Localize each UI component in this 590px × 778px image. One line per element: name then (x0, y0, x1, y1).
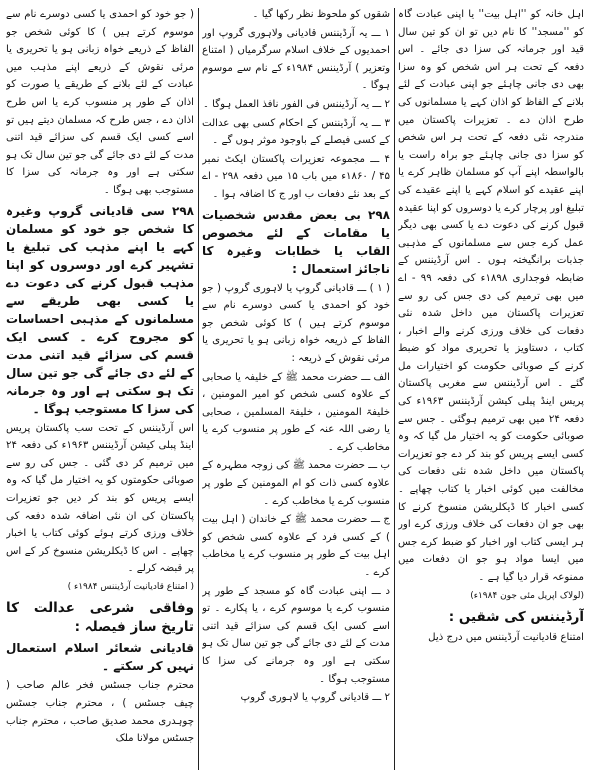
paragraph: ۲۹۸ سی قادیانی گروپ وغیرہ کا شخص جو خود کو مسلمان کہے یا اپنے مذہب کی تبلیغ یا تشہیر کرے اور دوسروں کو اپنا مذہب قبول کرنے کی دعوت دے یا کسی بھی طریقے سے مسلمانوں کے مذہبی احساسات کو مجروح کرے ۔ کسی ایک قسم کی سزائے قید اتنی مدت کے لئے دی جائے گی جو تین سال تک ہو سکتی ہے اور وہ جرمانہ کی سزا کا مستوجب ہوگا ۔ (6, 203, 194, 416)
paragraph: ۲ ـــ قادیانی گروپ یا لاہوری گروپ (240, 692, 390, 704)
paragraph: شقوں کو ملحوظ نظر رکھا گیا ۔ (252, 9, 390, 20)
paragraph: ب ـــ حضرت محمد ﷺ کی زوجہ مطہرہ کے علاوہ کسی ذات کو ام المومنین کے طور پر منسوب کرے یا مخاطب کرے ۔ (202, 460, 390, 507)
section-heading: ۲۹۸ بی بعض مقدس شخصیات یا مقامات کے لئے مخصوص القاب یا خطابات وغیرہ کا ناجائز استعمال : (202, 207, 390, 276)
column-middle (202, 6, 390, 772)
paragraph: د ـــ اپنی عبادت گاہ کو مسجد کے طور پر منسوب کرے یا موسوم کرے ، یا پکارے ۔ تو اسے کسی ایک قسم کی سزائے قید اتنی مدت کے لئے دی جائے گی جو تین سال تک ہو سکتی ہے اور وہ جرمانے کی سزا کا مستوجب ہوگا ۔ (202, 585, 390, 685)
paragraph: امتناع قادیانیت آرڈیننس میں درج ذیل (428, 632, 584, 644)
paragraph: اس آرڈیننس کے تحت سب پاکستان پریس اینڈ پبلی کیشن آرڈیننس ۱۹۶۳ء کی دفعہ ۲۴ میں ترمیم کر دی گئی ۔ جس کی رو سے صوبائی حکومتوں کو یہ اختیار مل گیا کہ وہ ایسے پریس کو بند کر دیں جو تعزیرات پاکستان کی ان نئی اضافہ شدہ دفعہ کی خلاف ورزی کرتے ہوئے کوئی کتاب یا اخبار چھاپے ۔ اس کا ڈیکلریشن منسوخ کر کے اس پر قبضہ کرلے ۔ (6, 422, 194, 575)
column-left (6, 6, 194, 772)
paragraph: ۳ ـــ یہ آرڈیننس کے احکام کسی بھی عدالت کے کسی فیصلے کے باوجود موثر ہوں گے ۔ (202, 117, 390, 147)
subheading: قادیانی شعائر اسلام استعمال نہیں کر سکتے ۔ (6, 641, 194, 674)
paragraph: ( ۱ ) ـــ قادیانی گروپ یا لاہوری گروپ ( جو خود کو احمدی یا کسی دوسرے نام سے موسوم کرتے ہیں ) کا کوئی شخص جو الفاظ کے ذریعہ خواہ زبانی ہو یا تحریری یا مرئی نقوش کے ذریعہ : (202, 282, 390, 364)
paragraph: ج ـــ حضرت محمد ﷺ کے خاندان ( اہل بیت ) کے کسی فرد کے علاوہ کسی شخص کو اہل بیت کے طور پر منسوب کرے یا مخاطب کرے ۔ (202, 514, 390, 579)
section-heading: وفاقی شرعی عدالت کا تاریخ ساز فیصلہ : (6, 600, 194, 636)
paragraph: ۴ ـــ مجموعہ تعزیرات پاکستان ایکٹ نمبر ۴۵ / ۱۸۶۰ء میں باب ۱۵ میں دفعہ ۲۹۸ - اے کے بعد نئے دفعات ب اور ج کا اضافہ ہوا ۔ (202, 153, 390, 200)
paragraph: محترم جناب جسٹس فخر عالم صاحب ( چیف جسٹس ) ، محترم جناب جسٹس چوہدری محمد صدیق صاحب ، محترم جناب جسٹس مولانا ملک (6, 680, 194, 745)
citation: (لولاک اپریل مئی جون ۱۹۸۴ء) (470, 590, 584, 601)
paragraph: ۲ ـــ یہ آرڈیننس فی الفور نافذ العمل ہوگا ۔ (202, 98, 390, 110)
section-heading: آرڈیننس کی شقیں : (448, 609, 584, 626)
citation: ( امتناع قادیانیت آرڈیننس ۱۹۸۴ء ) (67, 581, 194, 592)
column-divider (198, 8, 199, 770)
paragraph: ( جو خود کو احمدی یا کسی دوسرے نام سے موسوم کرتے ہیں ) کا کوئی شخص جو الفاظ کے ذریعے خواہ زبانی ہو یا تحریری یا مرئی نقوش کے ذریعے اپنے مذہب میں عبادت کے لئے بلانے کے طریقے یا صورت کو اذان کے طور پر منسوب کرے یا اس طرح اذان دے ، جس طرح کہ مسلمان دیتے ہیں تو اسے کسی ایک قسم کی سزائے قید اتنی مدت کے لئے دی جائے گی جو تین سال تک ہو سکتی ہے اور وہ جرمانہ کی سزا کا مستوجب بھی ہوگا ۔ (6, 9, 194, 196)
column-right (398, 6, 584, 772)
paragraph: اہل خانہ کو ''اہل بیت'' یا اپنی عبادت گاہ کو ''مسجد'' کا نام دیں تو ان کو تین سال قید اور جرمانہ کی سزا دی جائے ۔ اس دفعہ کے تحت ہر اس شخص کو وہ سزا بھی دی جانی چاہئے جو اپنی عبادت کے لئے بلانے کے الفاظ کو اذان کہے یا مسلمانوں کی طرح اذان دے ۔ تعزیرات پاکستان میں مندرجہ نئی دفعہ کے تحت ہر اس شخص کو سزا دی جانی چاہئے جو براہ راست یا بالواسطہ اپنے آپ کو مسلمان ظاہر کرے یا اپنے عقیدے کو اسلام کہے یا اپنے عقیدے کی تبلیغ اور پرچار کرے یا دوسروں کو اپنا عقیدہ قبول کرنے کی دعوت دے یا کسی بھی دیگر عمل کرے جس سے مسلمانوں کے مذہبی جذبات برانگیختہ ہوں ۔ اس آرڈیننس کے ضابطہ فوجداری ۱۸۹۸ء کی دفعہ ۹۹ - اے میں بھی ترمیم کی دی جس کی رو سے تعزیرات پاکستان میں داخل شدہ نئی دفعات کی خلاف ورزی کرنے والے اخبار ، کتاب ، دستاویز یا تحریری مواد کو ضبط کرنے کے صوبائی حکومت کو اختیارات مل گئے ۔ اس آرڈیننس سے مغربی پاکستان پریس اینڈ پبلی کیشن آرڈیننس ۱۹۶۳ء کی دفعہ ۲۴ میں بھی ترمیم ہوگئی ۔ جس سے صوبائی حکومت کو یہ اختیار مل گیا کہ وہ کسی ایسے پریس کو بند کر دے جو تعزیرات پاکستان میں داخل شدہ نئی دفعات کی مخالفت میں کوئی اخبار یا کتاب چھاپے ۔ کسی اخبار کا ڈیکلریشن منسوخ کرنے کا بھی جو ان دفعات کی خلاف ورزی کرے اور ہر ایسی کتاب اور اخبار کو ضبط کرے جس میں ایسا مواد ہو جو ان دفعات میں ممنوعہ قرار دیا گیا ہے ۔ (398, 9, 584, 583)
column-divider (394, 8, 395, 770)
paragraph: ۱ ـــ یہ آرڈیننس قادیانی ولاہوری گروپ اور احمدیوں کے خلاف اسلام سرگرمیاں ( امتناع وتعزیر ) آرڈیننس ۱۹۸۴ء کے نام سے موسوم ہوگا ۔ (202, 27, 390, 92)
paragraph: الف ـــ حضرت محمد ﷺ کے خلیفہ یا صحابی کے علاوہ کسی شخص کو امیر المومنین ، خلیفۃ المومنین ، خلیفۃ المسلمین ، صحابی یا رضی اللہ عنہ کے طور پر منسوب کرے یا مخاطب کرے ۔ (202, 371, 390, 453)
